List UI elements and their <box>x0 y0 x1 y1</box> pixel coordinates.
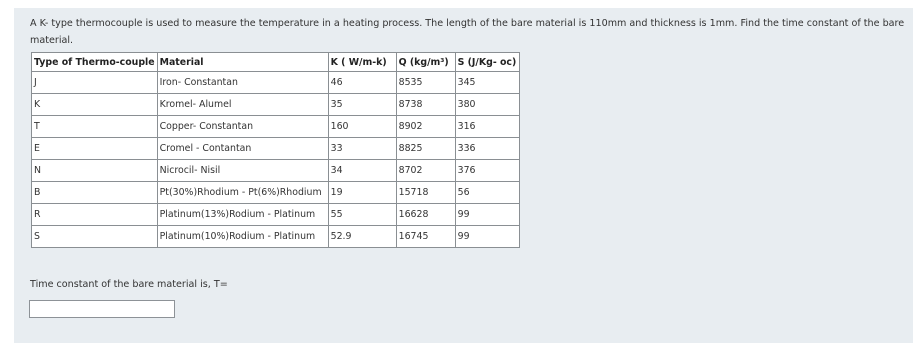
question-panel <box>14 8 913 343</box>
cell-type: J <box>32 72 158 94</box>
table-row <box>32 116 520 138</box>
cell-s: 380 <box>455 94 519 116</box>
table-row <box>32 138 520 160</box>
cell-q: 16745 <box>396 226 455 248</box>
cell-k: 33 <box>328 138 396 160</box>
header-type: Type of Thermo-couple <box>32 53 158 72</box>
cell-s: 336 <box>455 138 519 160</box>
cell-type: K <box>32 94 158 116</box>
cell-k: 35 <box>328 94 396 116</box>
time-constant-input[interactable] <box>29 300 175 318</box>
cell-type: S <box>32 226 158 248</box>
cell-type: E <box>32 138 158 160</box>
cell-q: 8902 <box>396 116 455 138</box>
cell-s: 316 <box>455 116 519 138</box>
thermocouple-table <box>31 52 520 248</box>
table-header-row <box>32 53 520 72</box>
cell-type: T <box>32 116 158 138</box>
table-row <box>32 94 520 116</box>
cell-material: Iron- Constantan <box>157 72 328 94</box>
header-k: K ( W/m-k) <box>328 53 396 72</box>
cell-q: 8702 <box>396 160 455 182</box>
cell-s: 345 <box>455 72 519 94</box>
table-row <box>32 182 520 204</box>
cell-q: 8535 <box>396 72 455 94</box>
header-material: Material <box>157 53 328 72</box>
cell-q: 8738 <box>396 94 455 116</box>
cell-material: Cromel - Contantan <box>157 138 328 160</box>
question-text: A K- type thermocouple is used to measure the temperature in a heating process. The length of the bare material is 110mm and thickness is 1mm. Find the time constant of the bare material. <box>30 18 905 46</box>
table-row <box>32 160 520 182</box>
table-row <box>32 72 520 94</box>
cell-material: Pt(30%)Rhodium - Pt(6%)Rhodium <box>157 182 328 204</box>
cell-s: 56 <box>455 182 519 204</box>
cell-k: 19 <box>328 182 396 204</box>
cell-k: 160 <box>328 116 396 138</box>
cell-material: Nicrocil- Nisil <box>157 160 328 182</box>
table-row <box>32 226 520 248</box>
cell-s: 376 <box>455 160 519 182</box>
cell-k: 52.9 <box>328 226 396 248</box>
cell-material: Kromel- Alumel <box>157 94 328 116</box>
answer-label: Time constant of the bare material is, T= <box>30 279 228 290</box>
cell-q: 16628 <box>396 204 455 226</box>
cell-material: Platinum(13%)Rodium - Platinum <box>157 204 328 226</box>
cell-type: N <box>32 160 158 182</box>
cell-type: R <box>32 204 158 226</box>
cell-q: 15718 <box>396 182 455 204</box>
cell-k: 46 <box>328 72 396 94</box>
cell-s: 99 <box>455 226 519 248</box>
cell-s: 99 <box>455 204 519 226</box>
cell-k: 34 <box>328 160 396 182</box>
cell-type: B <box>32 182 158 204</box>
header-s: S (J/Kg- oc) <box>455 53 519 72</box>
header-q: Q (kg/m³) <box>396 53 455 72</box>
cell-k: 55 <box>328 204 396 226</box>
table-row <box>32 204 520 226</box>
cell-q: 8825 <box>396 138 455 160</box>
cell-material: Platinum(10%)Rodium - Platinum <box>157 226 328 248</box>
cell-material: Copper- Constantan <box>157 116 328 138</box>
